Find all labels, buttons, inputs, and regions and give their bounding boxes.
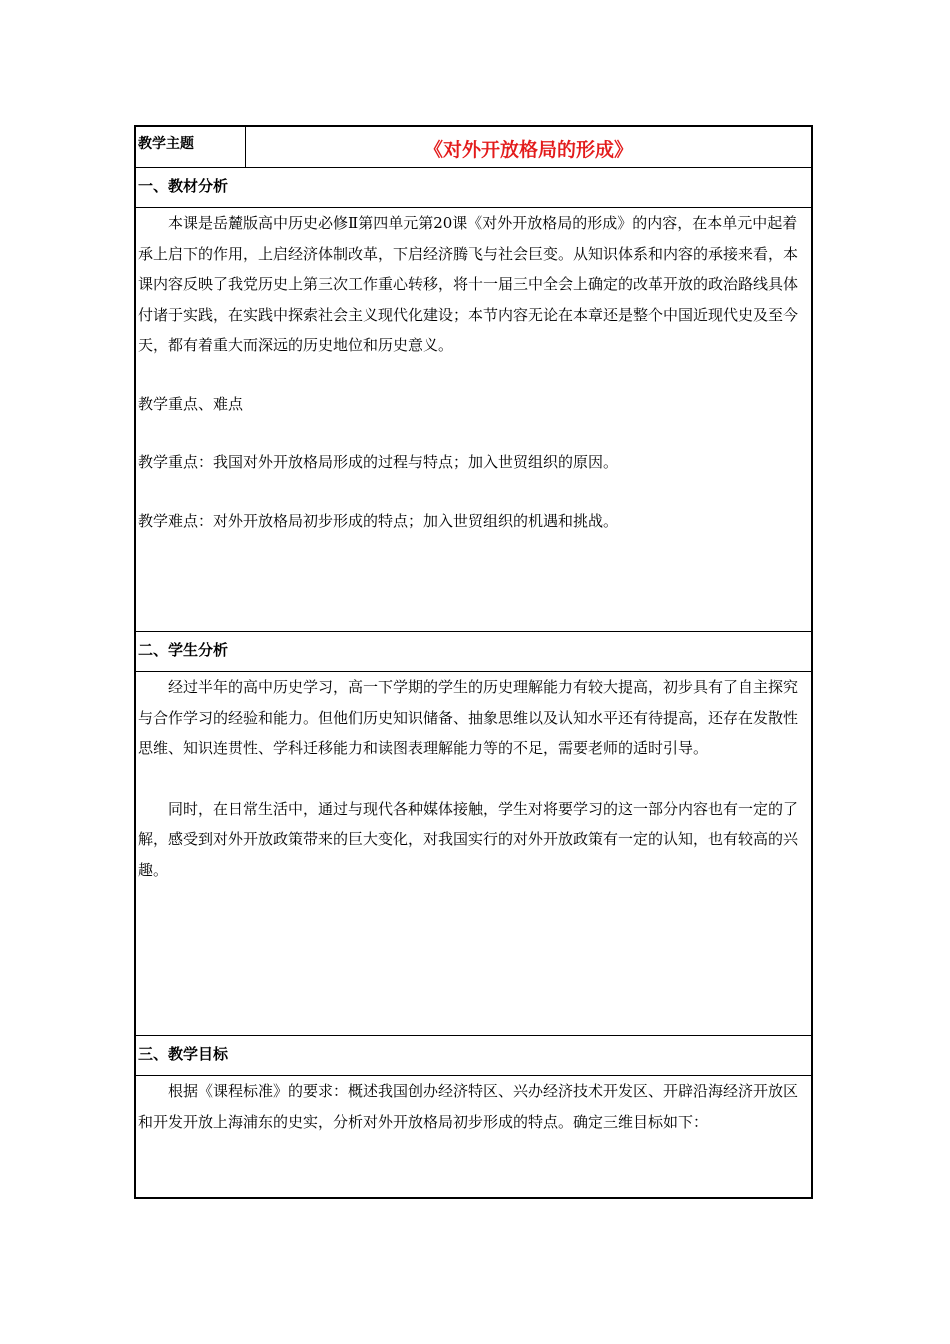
- teaching-difficulty: 教学难点：对外开放格局初步形成的特点；加入世贸组织的机遇和挑战。: [138, 511, 619, 530]
- lesson-title: 《对外开放格局的形成》: [423, 139, 633, 161]
- section-heading-textbook-analysis: 一、教材分析: [136, 167, 811, 207]
- teaching-key-point: 教学重点：我国对外开放格局形成的过程与特点；加入世贸组织的原因。: [138, 453, 619, 471]
- teaching-objectives-paragraph: 根据《课程标准》的要求：概述我国创办经济特区、兴办经济技术开发区、开辟沿海经济开放区和开发开放上海浦东的史实，分析对外开放格局初步形成的特点。确定三维目标如下：: [138, 1082, 799, 1131]
- section-heading-student-analysis: 二、学生分析: [136, 631, 811, 671]
- section-body-teaching-objectives: [136, 1075, 811, 1197]
- student-analysis-paragraph-2: 同时，在日常生活中，通过与现代各种媒体接触，学生对将要学习的这一部分内容也有一定的了解，感受到对外开放政策带来的巨大变化，对我国实行的对外开放政策有一定的认知，也有较高的兴趣。: [138, 799, 799, 879]
- lesson-plan-table: [134, 125, 813, 1199]
- section-body-textbook-analysis: [136, 207, 811, 631]
- topic-label: 教学主题: [136, 127, 246, 167]
- textbook-analysis-paragraph: 本课是岳麓版高中历史必修Ⅱ第四单元第20课《对外开放格局的形成》的内容，在本单元中起着承上启下的作用，上启经济体制改革，下启经济腾飞与社会巨变。从知识体系和内容的承接来看，本课内容反映了我党历史上第三次工作重心转移，将十一届三中全会上确定的改革开放的政治路线具体付诸于实践，在实践中探索社会主义现代化建设；本节内容无论在本章还是整个中国近现代史及至今天，都有着重大而深远的历史地位和历史意义。: [138, 214, 799, 354]
- student-analysis-paragraph-1: 经过半年的高中历史学习，高一下学期的学生的历史理解能力有较大提高，初步具有了自主探究与合作学习的经验和能力。但他们历史知识储备、抽象思维以及认知水平还有待提高，还存在发散性思维、知识连贯性、学科迁移能力和读图表理解能力等的不足，需要老师的适时引导。: [138, 678, 799, 757]
- key-points-heading: 教学重点、难点: [138, 394, 244, 413]
- title-row: [136, 127, 811, 167]
- section-heading-teaching-objectives: 三、教学目标: [136, 1035, 811, 1075]
- section-body-student-analysis: [136, 671, 811, 1035]
